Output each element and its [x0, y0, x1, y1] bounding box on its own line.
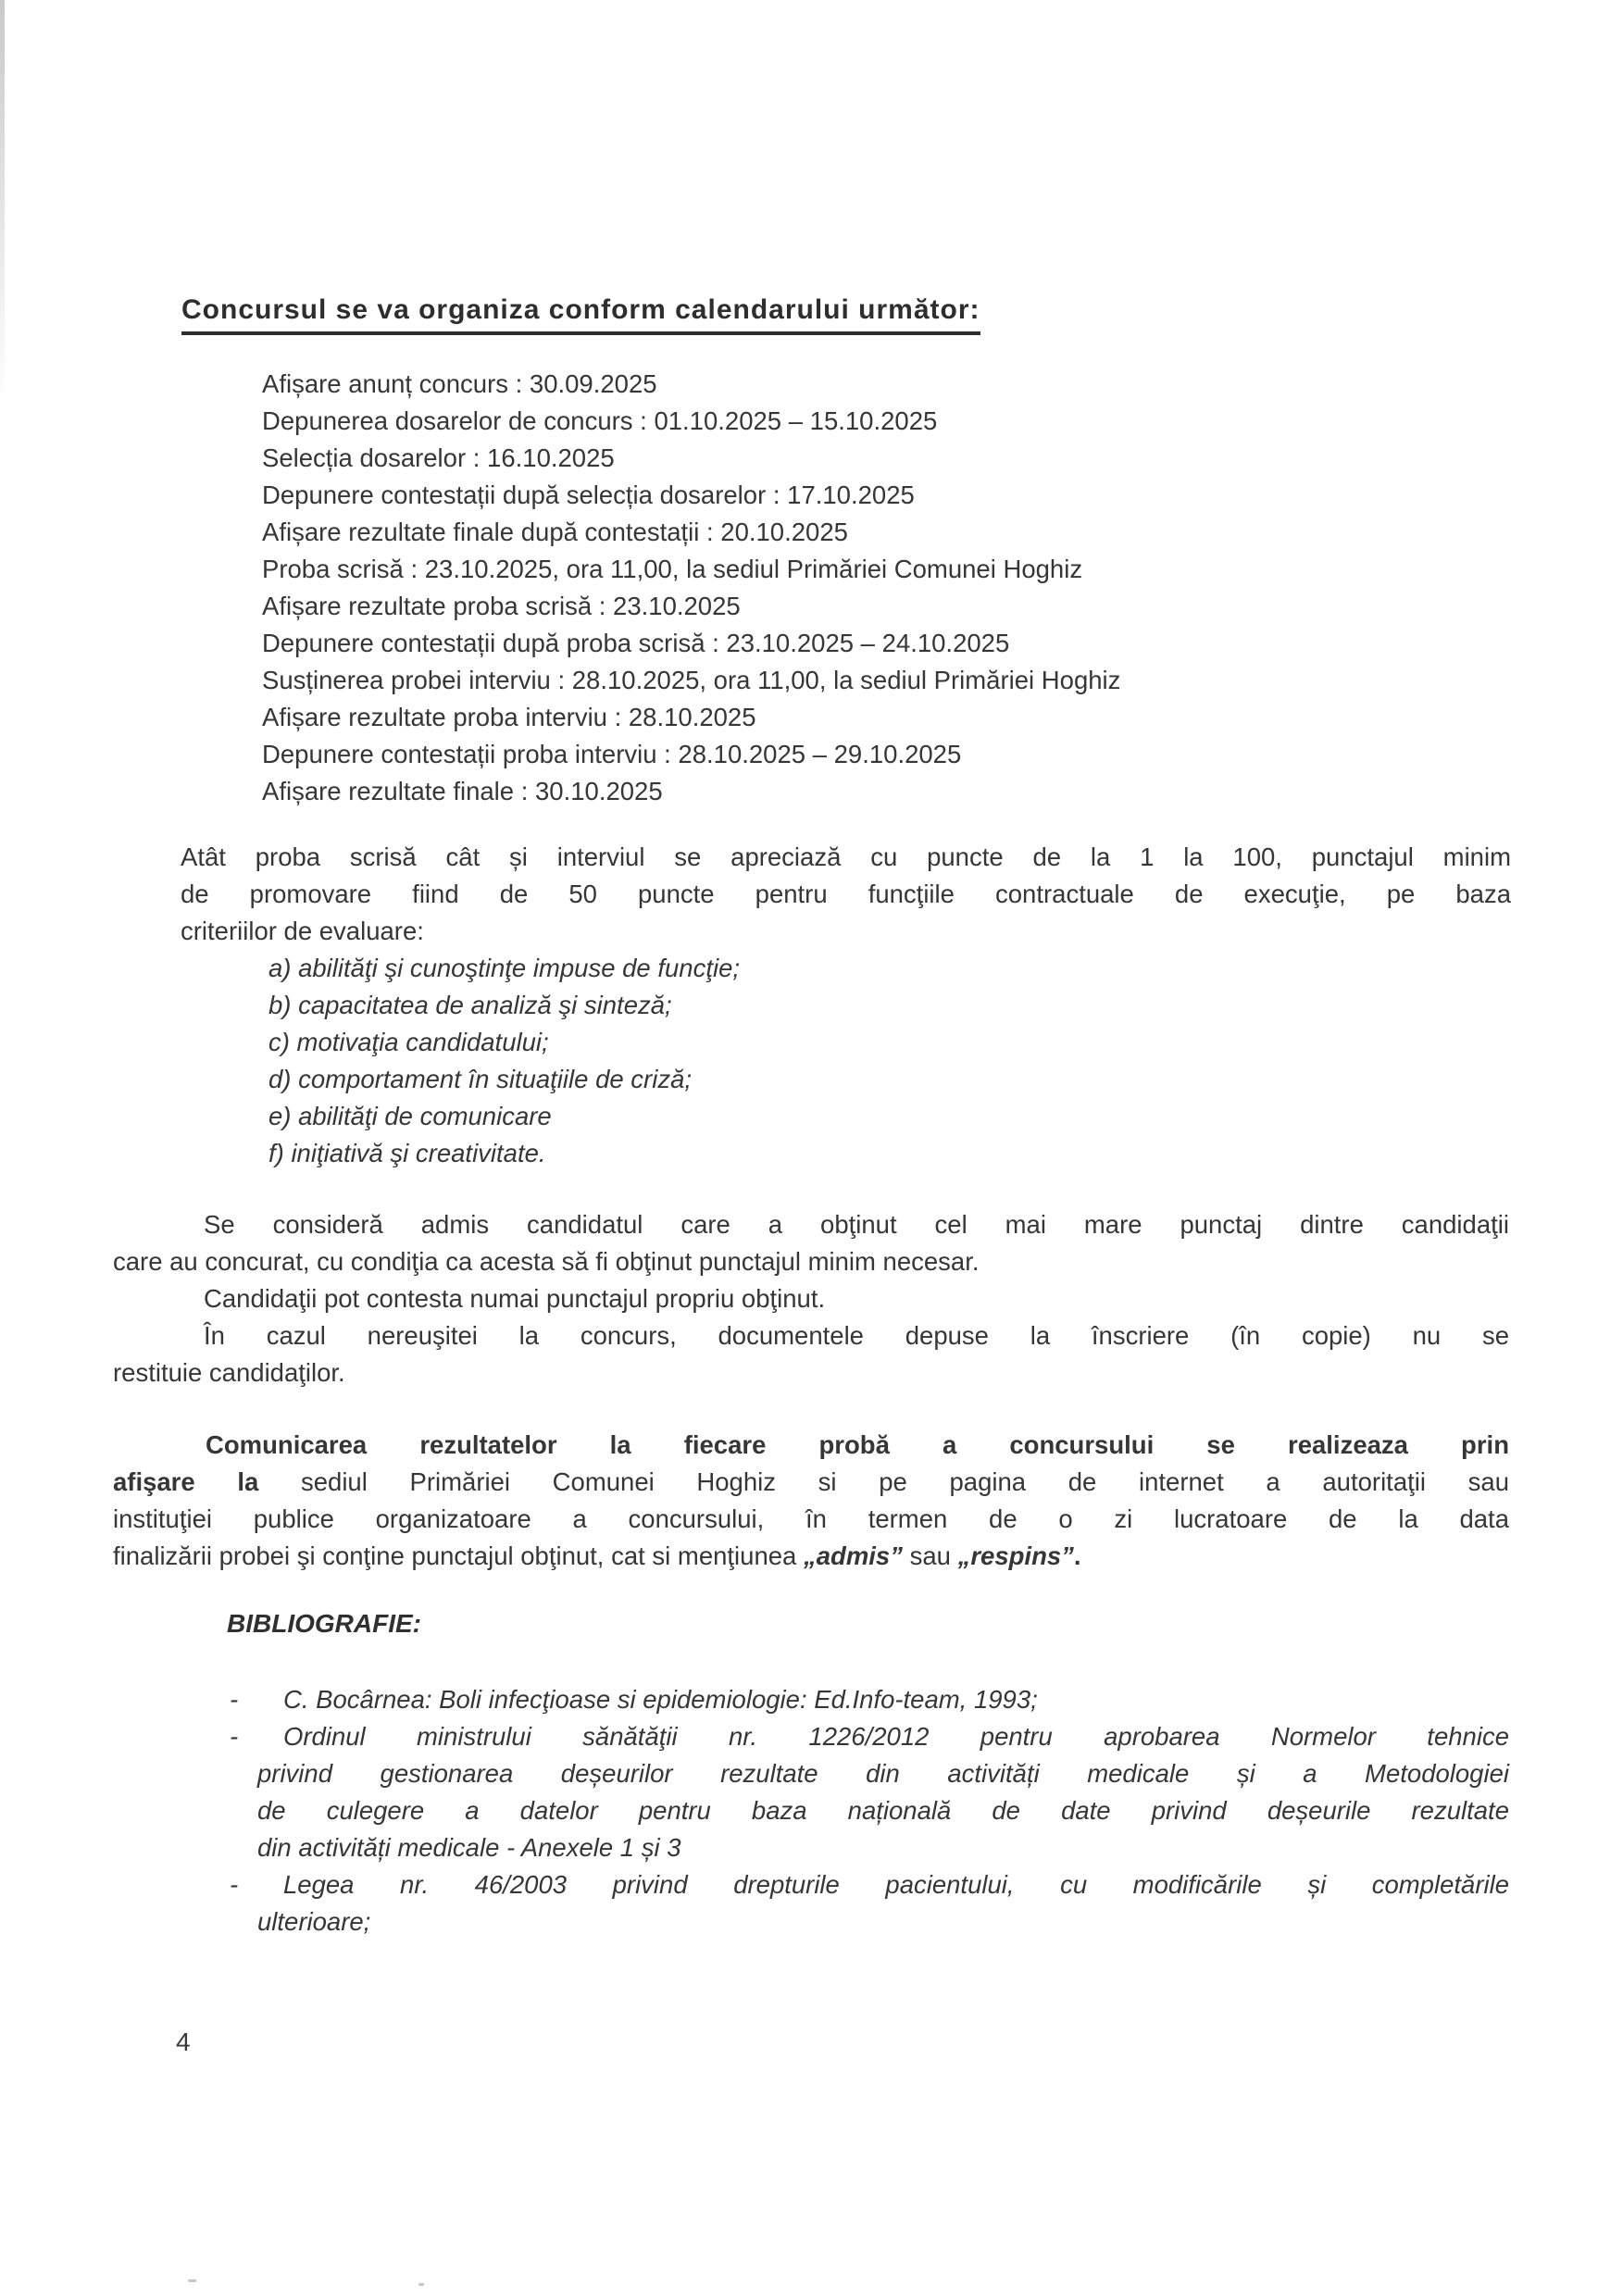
bibliography-list [113, 1681, 1509, 1940]
communication-line: instituţiei publice organizatoare a concursului, în termen de o zi lucratoare de la data [113, 1504, 1509, 1533]
bibliography-item-text [257, 1866, 1509, 1940]
bibliography-line: ulterioare; [257, 1907, 371, 1936]
section-heading: Concursul se va organiza conform calendarului următor: [181, 294, 980, 335]
scoring-line: criteriilor de evaluare: [181, 917, 424, 945]
scoring-line: de promovare fiind de 50 puncte pentru funcţiile contractuale de execuţie, pe baza [181, 880, 1511, 908]
calendar-item: Depunere contestații proba interviu : 28.10.2025 – 29.10.2025 [262, 740, 962, 768]
bibliography-item [113, 1681, 1509, 1718]
criteria-item: d) comportament în situaţiile de criză; [268, 1065, 692, 1093]
calendar-item: Afișare rezultate finale după contestații : 20.10.2025 [262, 518, 848, 546]
dash-bullet: - [230, 1722, 239, 1751]
communication-period: . [1073, 1541, 1081, 1570]
respins-label: „respins” [957, 1541, 1074, 1570]
calendar-item: Afișare anunț concurs : 30.09.2025 [262, 369, 657, 398]
admission-rules-paragraph [113, 1206, 1509, 1391]
dash-bullet: - [230, 1685, 239, 1714]
bibliography-line: C. Bocârnea: Boli infecţioase si epidemiologie: Ed.Info-team, 1993; [283, 1685, 1038, 1714]
calendar-item: Afișare rezultate proba scrisă : 23.10.2025 [262, 592, 741, 620]
results-communication-paragraph [113, 1427, 1509, 1575]
admis-label: „admis” [803, 1541, 903, 1570]
admission-line: care au concurat, cu condiţia ca acesta să fi obţinut punctajul minim necesar. [113, 1247, 980, 1276]
evaluation-criteria-list [268, 950, 740, 1172]
criteria-item: b) capacitatea de analiză şi sinteză; [268, 991, 672, 1019]
communication-line [113, 1538, 1509, 1575]
page-number: 4 [176, 2028, 191, 2056]
calendar-item: Susținerea probei interviu : 28.10.2025, ora 11,00, la sediul Primăriei Hoghiz [262, 666, 1121, 694]
dash-bullet: - [230, 1870, 239, 1899]
communication-bold-lead: Comunicarea rezultatelor la fiecare probă a concursului se realizeaza prin [206, 1430, 1509, 1459]
bibliography-line: Ordinul ministrului sănătăţii nr. 1226/2012 pentru aprobarea Normelor tehnice [283, 1722, 1509, 1751]
bibliography-item [113, 1718, 1509, 1866]
calendar-item: Depunere contestații după proba scrisă : 23.10.2025 – 24.10.2025 [262, 629, 1010, 657]
admission-line: restituie candidaţilor. [113, 1358, 345, 1387]
scan-speck-artifact [418, 2283, 424, 2286]
bibliography-heading: BIBLIOGRAFIE: [227, 1609, 421, 1638]
bibliography-line: Legea nr. 46/2003 privind drepturile pacientului, cu modificările și completările [283, 1870, 1509, 1899]
scoring-line: Atât proba scrisă cât și interviul se apreciază cu puncte de la 1 la 100, punctajul minim [181, 842, 1511, 871]
admission-line: În cazul nereuşitei la concurs, documentele depuse la înscriere (în copie) nu se [204, 1321, 1509, 1350]
criteria-item: f) iniţiativă şi creativitate. [268, 1139, 546, 1167]
bibliography-line: privind gestionarea deșeurilor rezultate din activități medicale și a Metodologiei [257, 1759, 1509, 1788]
contest-calendar-list [262, 367, 1120, 811]
calendar-item: Afișare rezultate proba interviu : 28.10.2025 [262, 703, 756, 731]
communication-bold-afisare: afişare la [113, 1467, 259, 1496]
admission-line: Candidaţii pot contesta numai punctajul propriu obţinut. [204, 1284, 826, 1313]
criteria-item: e) abilităţi de comunicare [268, 1102, 552, 1130]
calendar-item: Depunere contestații după selecția dosarelor : 17.10.2025 [262, 480, 915, 509]
communication-text: finalizării probei şi conţine punctajul obţinut, cat si menţiunea [113, 1541, 804, 1570]
bibliography-item-text [257, 1681, 1509, 1718]
calendar-item: Depunerea dosarelor de concurs : 01.10.2025 – 15.10.2025 [262, 406, 938, 435]
calendar-item: Afișare rezultate finale : 30.10.2025 [262, 777, 663, 805]
bibliography-line: din activități medicale - Anexele 1 și 3 [257, 1833, 681, 1862]
communication-text: sau [902, 1541, 958, 1570]
scan-speck-artifact [188, 2279, 196, 2282]
communication-line [113, 1427, 1509, 1464]
bibliography-item-text [257, 1718, 1509, 1866]
communication-line [113, 1464, 1509, 1501]
admission-line: Se consideră admis candidatul care a obţinut cel mai mare punctaj dintre candidaţii [204, 1210, 1509, 1239]
communication-text: sediul Primăriei Comunei Hoghiz si pe pagina de internet a autoritaţii sau [258, 1467, 1509, 1496]
scan-edge-artifact [0, 0, 5, 407]
criteria-item: a) abilităţi şi cunoştinţe impuse de funcţie; [268, 954, 741, 982]
bibliography-item [113, 1866, 1509, 1940]
bibliography-line: de culegere a datelor pentru baza națională de date privind deșeurile rezultate [257, 1796, 1509, 1825]
scoring-paragraph [181, 839, 1511, 950]
calendar-item: Selecția dosarelor : 16.10.2025 [262, 443, 615, 472]
criteria-item: c) motivaţia candidatului; [268, 1028, 549, 1056]
calendar-item: Proba scrisă : 23.10.2025, ora 11,00, la sediul Primăriei Comunei Hoghiz [262, 555, 1083, 583]
